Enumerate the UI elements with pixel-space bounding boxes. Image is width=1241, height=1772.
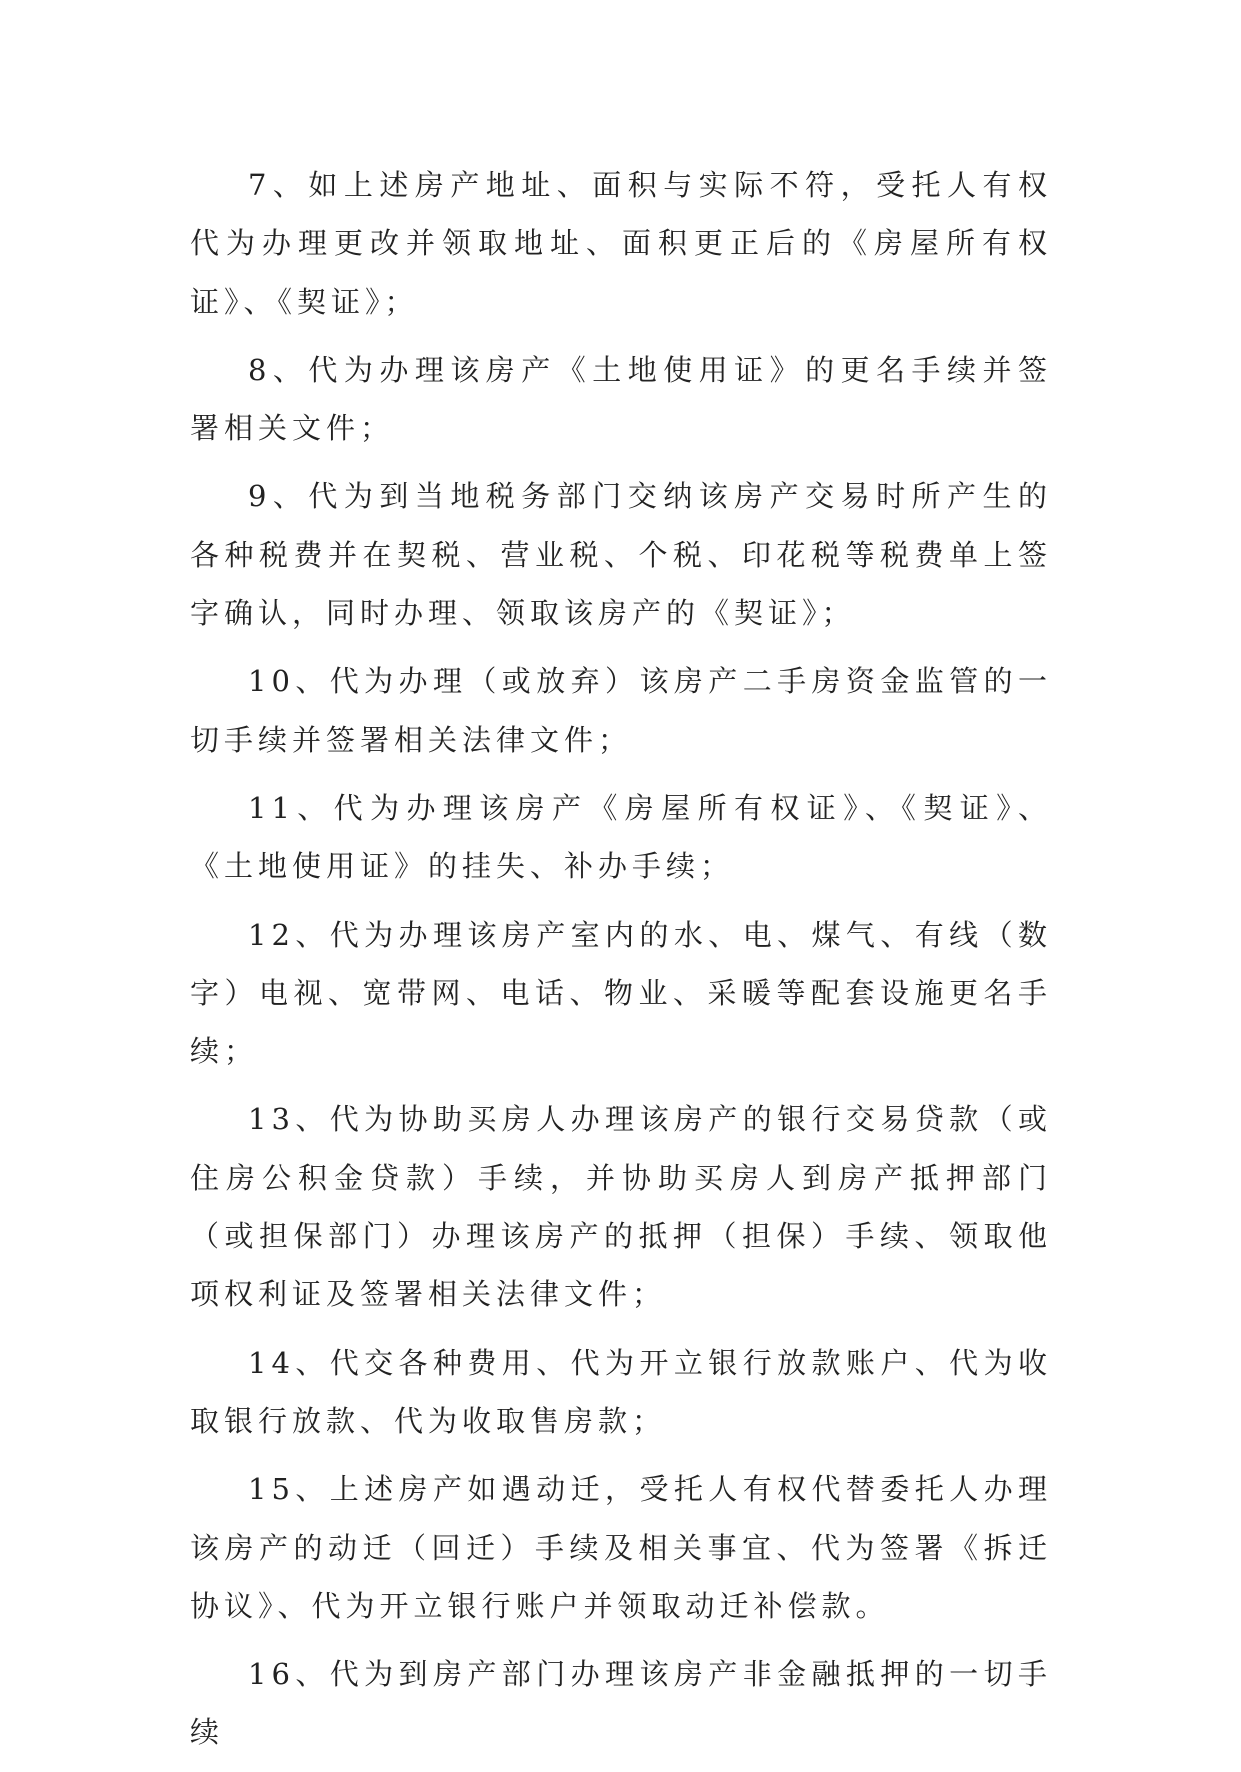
clause-11: 11、代为办理该房产《房屋所有权证》、《契证》、《土地使用证》的挂失、补办手续； xyxy=(190,790,1052,884)
clause-16: 16、代为到房产部门办理该房产非金融抵押的一切手续 xyxy=(190,1657,1052,1750)
clause-7: 7、如上述房产地址、面积与实际不符，受托人有权代为办理更改并领取地址、面积更正后的《房屋所有权证》、《契证》； xyxy=(190,168,1052,319)
clause-13: 13、代为协助买房人办理该房产的银行交易贷款（或住房公积金贷款）手续，并协助买房人到房产抵押部门（或担保部门）办理该房产的抵押（担保）手续、领取他项权利证及签署相关法律文件； xyxy=(190,1102,1052,1312)
clause-12: 12、代为办理该房产室内的水、电、煤气、有线（数字）电视、宽带网、电话、物业、采暖等配套设施更名手续； xyxy=(190,917,1052,1069)
clause-14: 14、代交各种费用、代为开立银行放款账户、代为收取银行放款、代为收取售房款； xyxy=(190,1345,1052,1438)
clause-9: 9、代为到当地税务部门交纳该房产交易时所产生的各种税费并在契税、营业税、个税、印花税等税费单上签字确认，同时办理、领取该房产的《契证》； xyxy=(190,479,1052,631)
clause-10: 10、代为办理（或放弃）该房产二手房资金监管的一切手续并签署相关法律文件； xyxy=(190,664,1052,757)
document-body xyxy=(190,156,1052,1772)
clause-8: 8、代为办理该房产《土地使用证》的更名手续并签署相关文件； xyxy=(190,352,1052,446)
clause-15: 15、上述房产如遇动迁，受托人有权代替委托人办理该房产的动迁（回迁）手续及相关事宜、代为签署《拆迁协议》、代为开立银行账户并领取动迁补偿款。 xyxy=(190,1472,1052,1623)
